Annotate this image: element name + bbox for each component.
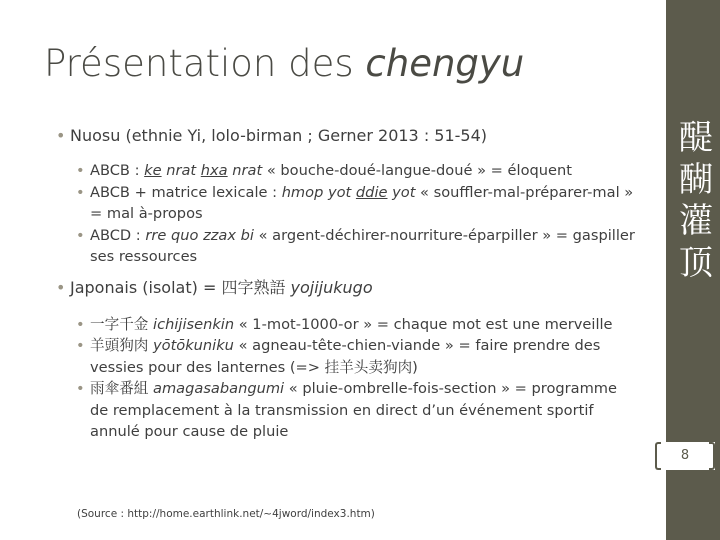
sub-term: hmop yot [281, 183, 352, 201]
sub-gloss: « pluie-ombrelle-fois-section » = programme de remplacement à la transmission en direct d’un événement sportif annulé pour cause de pluie [90, 380, 618, 440]
sub-term: rre quo zzax bi [145, 226, 254, 244]
slide-content [56, 126, 636, 443]
title-italic: chengyu [365, 42, 525, 85]
sub-kanji: 羊頭狗肉 [90, 337, 154, 354]
sub-term: hxa [200, 162, 228, 179]
sub-bullet-abcb-matrice [76, 182, 636, 225]
sub-term: amagasabangumi [153, 380, 285, 397]
vertical-chengyu [676, 118, 716, 284]
bullet-japonais-term: yojijukugo [290, 277, 373, 297]
sub-gloss: « souffler-mal-préparer-mal » = mal à-propos [90, 183, 634, 222]
vertical-char: 醐 [679, 159, 713, 200]
source-citation: (Source : http://home.earthlink.net/~4jword/index3.htm) [77, 508, 375, 520]
sub-term: yot [392, 183, 416, 201]
bullet-japonais [56, 278, 636, 298]
vertical-char: 顶 [679, 242, 713, 283]
sub-gloss: « bouche-doué-langue-doué » = éloquent [262, 162, 572, 179]
sub-bullet-abcb [76, 160, 636, 182]
bullet-japonais-text: Japonais (isolat) = 四字熟語 [70, 277, 291, 297]
sub-kanji: 雨傘番組 [90, 380, 154, 397]
bullet-nuosu [56, 126, 636, 146]
title-plain: Présentation des [44, 42, 366, 85]
sub-term: yōtōkuniku [153, 337, 234, 354]
page-number: 8 [680, 448, 690, 463]
vertical-char: 醍 [679, 118, 713, 158]
slide-title [44, 42, 524, 85]
sub-gloss: « agneau-tête-chien-viande » = faire prendre des vessies pour des lanternes (=> 挂羊头卖狗肉) [90, 337, 601, 376]
sub-bullet-amagasabangumi [76, 378, 636, 443]
sub-bullet-ichijisenkin [76, 314, 636, 336]
sub-text: ABCB + matrice lexicale : [90, 183, 282, 201]
sub-gloss: « argent-déchirer-nourriture-éparpiller » = gaspiller ses ressources [90, 226, 635, 265]
sub-text: ABCB : [90, 162, 145, 179]
sub-text: ABCD : [90, 226, 146, 244]
sub-term: ddie [355, 183, 388, 201]
sub-gloss: « 1-mot-1000-or » = chaque mot est une merveille [234, 315, 613, 333]
sub-term: ichijisenkin [153, 315, 235, 333]
bullet-nuosu-text: Nuosu (ethnie Yi, lolo-birman ; Gerner 2013 : 51-54) [70, 126, 488, 145]
sub-bullet-yotokuniku [76, 335, 636, 378]
sub-term: ke [144, 162, 162, 179]
page-number-box [655, 442, 715, 470]
sub-term: nrat [232, 162, 263, 179]
vertical-char: 灌 [679, 201, 713, 241]
sub-term: nrat [166, 162, 197, 179]
sub-kanji: 一字千金 [90, 315, 154, 333]
sub-bullet-abcd [76, 225, 636, 268]
